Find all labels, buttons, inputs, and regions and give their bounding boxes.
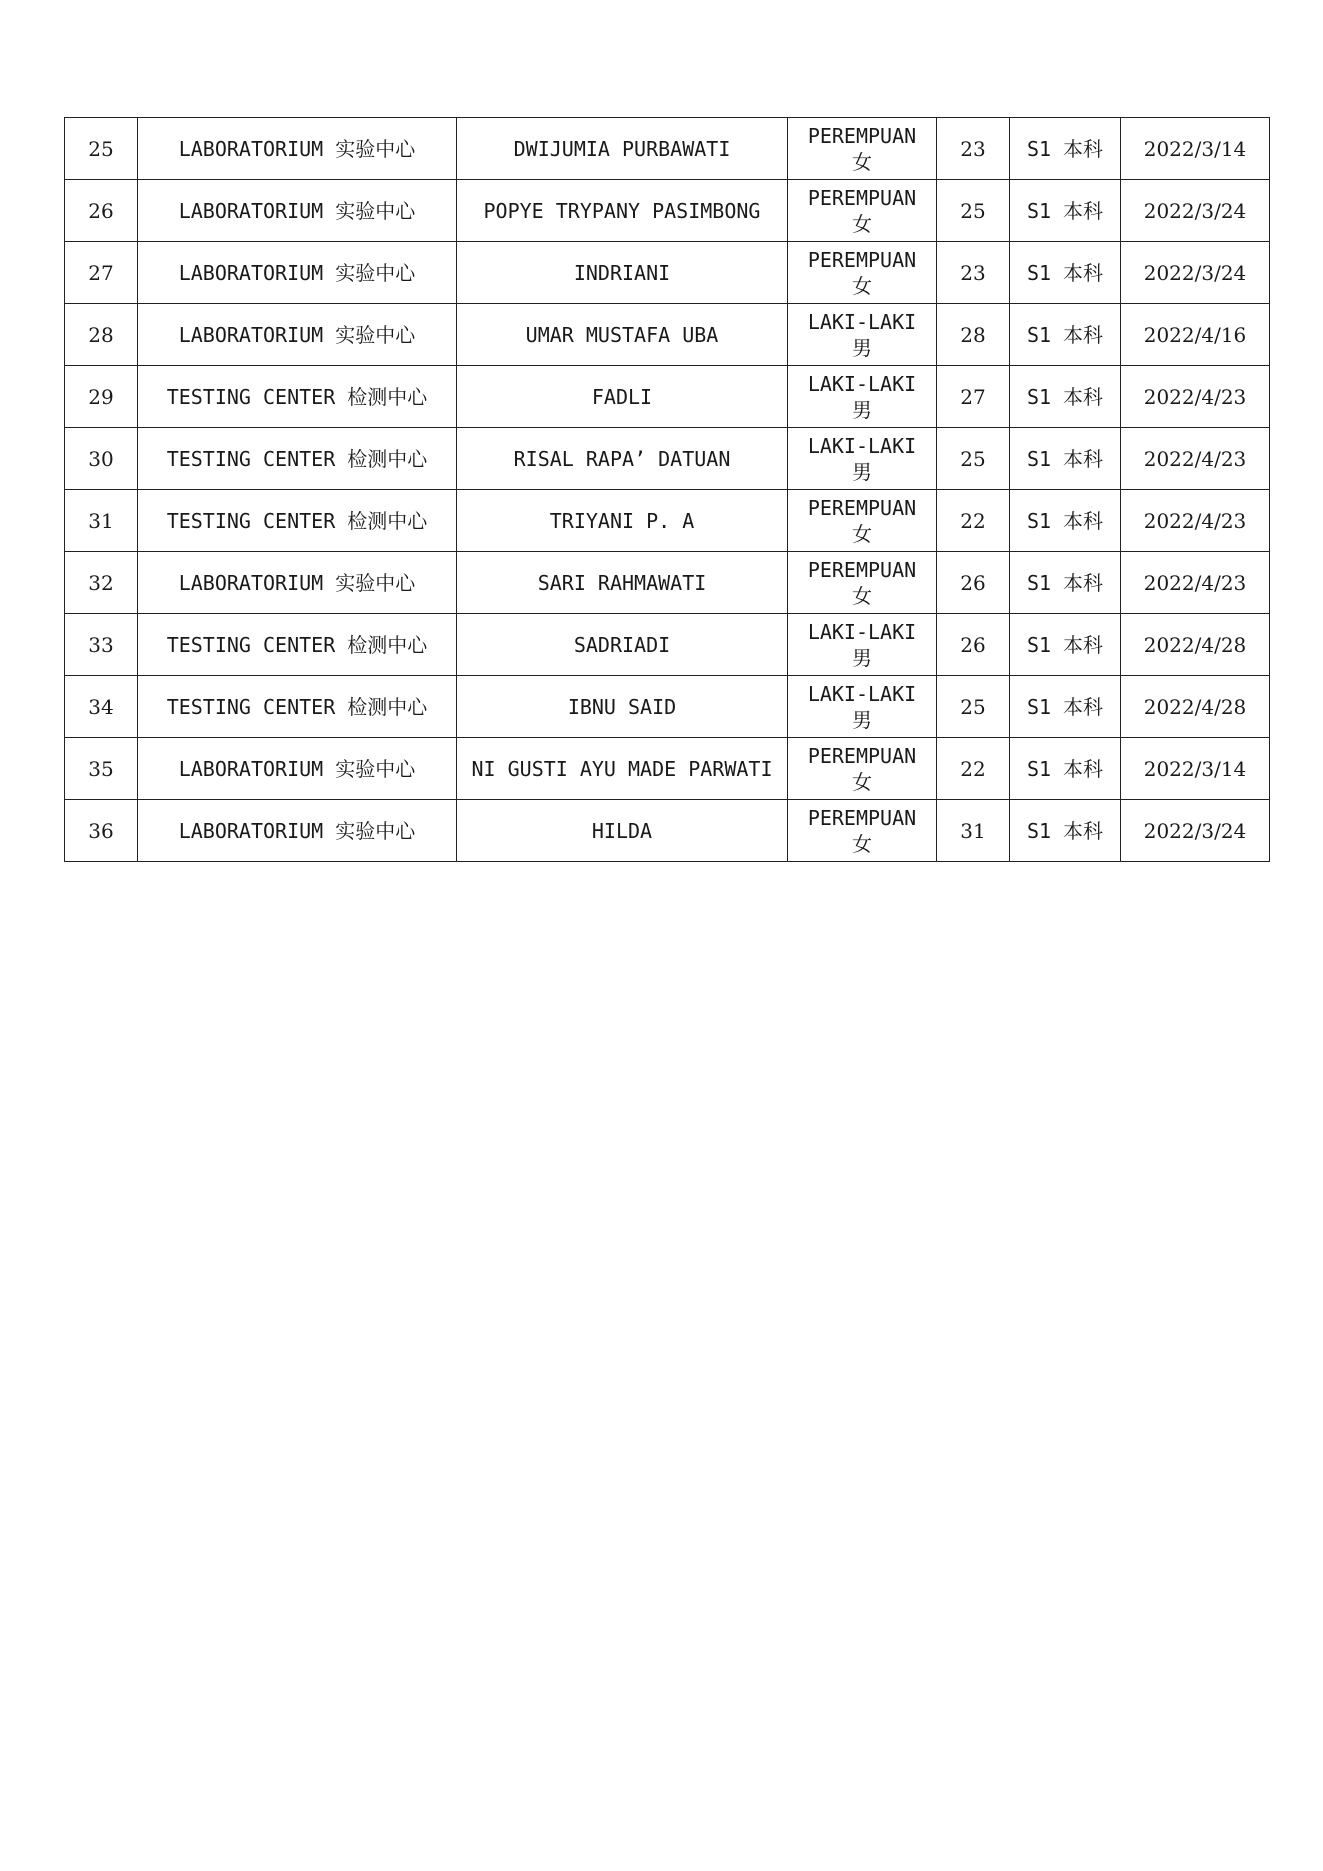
gender-label-cn: 女 <box>852 273 872 298</box>
gender-label: PEREMPUAN <box>807 743 917 768</box>
table-row <box>65 552 1270 614</box>
name-cell: POPYE TRYPANY PASIMBONG <box>457 180 788 242</box>
table-row <box>65 118 1270 180</box>
name-cell: UMAR MUSTAFA UBA <box>457 304 788 366</box>
gender-cell <box>788 490 937 552</box>
age-cell: 23 <box>937 118 1010 180</box>
gender-label-cn: 女 <box>852 831 872 856</box>
table-row <box>65 738 1270 800</box>
name-cell: NI GUSTI AYU MADE PARWATI <box>457 738 788 800</box>
department-cell: LABORATORIUM 实验中心 <box>138 304 457 366</box>
gender-label: PEREMPUAN <box>807 495 917 520</box>
education-cell: S1 本科 <box>1010 552 1121 614</box>
date-cell: 2022/3/24 <box>1121 242 1270 304</box>
gender-label: PEREMPUAN <box>807 123 917 148</box>
table-row <box>65 242 1270 304</box>
name-cell: DWIJUMIA PURBAWATI <box>457 118 788 180</box>
gender-label-cn: 男 <box>852 335 872 360</box>
row-number-cell: 25 <box>65 118 138 180</box>
age-cell: 23 <box>937 242 1010 304</box>
gender-cell <box>788 242 937 304</box>
department-cell: TESTING CENTER 检测中心 <box>138 366 457 428</box>
employee-table <box>64 117 1270 862</box>
gender-cell <box>788 800 937 862</box>
gender-label-cn: 女 <box>852 583 872 608</box>
name-cell: SARI RAHMAWATI <box>457 552 788 614</box>
table-row <box>65 304 1270 366</box>
gender-label: LAKI-LAKI <box>807 619 917 644</box>
gender-label: PEREMPUAN <box>807 805 917 830</box>
age-cell: 25 <box>937 676 1010 738</box>
row-number-cell: 34 <box>65 676 138 738</box>
gender-label-cn: 男 <box>852 459 872 484</box>
date-cell: 2022/4/28 <box>1121 676 1270 738</box>
gender-cell <box>788 304 937 366</box>
department-cell: LABORATORIUM 实验中心 <box>138 552 457 614</box>
gender-cell <box>788 614 937 676</box>
name-cell: RISAL RAPA’ DATUAN <box>457 428 788 490</box>
department-cell: LABORATORIUM 实验中心 <box>138 800 457 862</box>
gender-label: PEREMPUAN <box>807 247 917 272</box>
department-cell: LABORATORIUM 实验中心 <box>138 738 457 800</box>
gender-label-cn: 女 <box>852 521 872 546</box>
row-number-cell: 28 <box>65 304 138 366</box>
education-cell: S1 本科 <box>1010 242 1121 304</box>
name-cell: IBNU SAID <box>457 676 788 738</box>
age-cell: 28 <box>937 304 1010 366</box>
gender-label: LAKI-LAKI <box>807 433 917 458</box>
name-cell: HILDA <box>457 800 788 862</box>
gender-cell <box>788 676 937 738</box>
date-cell: 2022/3/24 <box>1121 180 1270 242</box>
gender-cell <box>788 428 937 490</box>
age-cell: 22 <box>937 490 1010 552</box>
age-cell: 25 <box>937 428 1010 490</box>
education-cell: S1 本科 <box>1010 800 1121 862</box>
row-number-cell: 29 <box>65 366 138 428</box>
department-cell: LABORATORIUM 实验中心 <box>138 180 457 242</box>
name-cell: FADLI <box>457 366 788 428</box>
gender-label-cn: 女 <box>852 769 872 794</box>
education-cell: S1 本科 <box>1010 738 1121 800</box>
row-number-cell: 26 <box>65 180 138 242</box>
date-cell: 2022/3/24 <box>1121 800 1270 862</box>
gender-label: PEREMPUAN <box>807 557 917 582</box>
gender-label-cn: 女 <box>852 149 872 174</box>
age-cell: 26 <box>937 614 1010 676</box>
date-cell: 2022/4/28 <box>1121 614 1270 676</box>
gender-label-cn: 男 <box>852 645 872 670</box>
department-cell: TESTING CENTER 检测中心 <box>138 490 457 552</box>
age-cell: 31 <box>937 800 1010 862</box>
gender-label-cn: 男 <box>852 397 872 422</box>
date-cell: 2022/4/23 <box>1121 428 1270 490</box>
row-number-cell: 35 <box>65 738 138 800</box>
department-cell: TESTING CENTER 检测中心 <box>138 428 457 490</box>
gender-cell <box>788 552 937 614</box>
date-cell: 2022/4/16 <box>1121 304 1270 366</box>
department-cell: TESTING CENTER 检测中心 <box>138 676 457 738</box>
gender-label-cn: 女 <box>852 211 872 236</box>
age-cell: 25 <box>937 180 1010 242</box>
gender-label: LAKI-LAKI <box>807 309 917 334</box>
row-number-cell: 32 <box>65 552 138 614</box>
table-row <box>65 800 1270 862</box>
gender-label: LAKI-LAKI <box>807 371 917 396</box>
row-number-cell: 30 <box>65 428 138 490</box>
education-cell: S1 本科 <box>1010 676 1121 738</box>
employee-table-body <box>65 118 1270 862</box>
row-number-cell: 33 <box>65 614 138 676</box>
date-cell: 2022/4/23 <box>1121 490 1270 552</box>
table-row <box>65 490 1270 552</box>
table-row <box>65 676 1270 738</box>
department-cell: LABORATORIUM 实验中心 <box>138 118 457 180</box>
age-cell: 26 <box>937 552 1010 614</box>
name-cell: TRIYANI P. A <box>457 490 788 552</box>
education-cell: S1 本科 <box>1010 428 1121 490</box>
gender-label-cn: 男 <box>852 707 872 732</box>
education-cell: S1 本科 <box>1010 304 1121 366</box>
date-cell: 2022/4/23 <box>1121 552 1270 614</box>
table-row <box>65 428 1270 490</box>
date-cell: 2022/3/14 <box>1121 738 1270 800</box>
gender-cell <box>788 366 937 428</box>
table-row <box>65 366 1270 428</box>
gender-cell <box>788 738 937 800</box>
date-cell: 2022/3/14 <box>1121 118 1270 180</box>
department-cell: LABORATORIUM 实验中心 <box>138 242 457 304</box>
gender-label: LAKI-LAKI <box>807 681 917 706</box>
row-number-cell: 36 <box>65 800 138 862</box>
department-cell: TESTING CENTER 检测中心 <box>138 614 457 676</box>
age-cell: 27 <box>937 366 1010 428</box>
name-cell: INDRIANI <box>457 242 788 304</box>
gender-label: PEREMPUAN <box>807 185 917 210</box>
table-row <box>65 180 1270 242</box>
education-cell: S1 本科 <box>1010 118 1121 180</box>
row-number-cell: 31 <box>65 490 138 552</box>
table-row <box>65 614 1270 676</box>
date-cell: 2022/4/23 <box>1121 366 1270 428</box>
education-cell: S1 本科 <box>1010 180 1121 242</box>
gender-cell <box>788 118 937 180</box>
row-number-cell: 27 <box>65 242 138 304</box>
gender-cell <box>788 180 937 242</box>
education-cell: S1 本科 <box>1010 490 1121 552</box>
name-cell: SADRIADI <box>457 614 788 676</box>
education-cell: S1 本科 <box>1010 614 1121 676</box>
age-cell: 22 <box>937 738 1010 800</box>
education-cell: S1 本科 <box>1010 366 1121 428</box>
